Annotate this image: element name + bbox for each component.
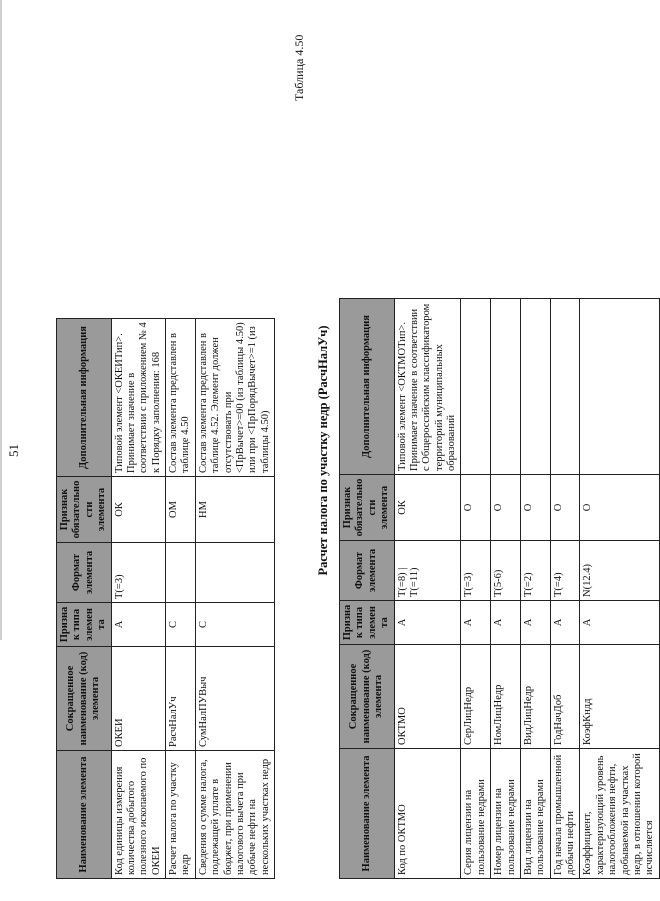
table-number-label: Таблица 4.50 [292, 34, 306, 101]
cell-code: КоэфКндд [580, 645, 659, 749]
cell-format: T(=4) [550, 541, 580, 601]
header-name: Наименование элемента [57, 751, 112, 879]
cell-format: T(=3) [461, 541, 491, 601]
cell-required: О [520, 475, 550, 541]
cell-format: T(=8) | T(=11) [394, 541, 461, 601]
header-info: Дополнительная информация [57, 319, 112, 477]
table-continuation [56, 318, 275, 879]
cell-required: О [580, 475, 659, 541]
table-header-row [340, 299, 395, 879]
cell-format: N(12.4) [580, 541, 659, 601]
cell-name: Код по ОКТМО [394, 749, 461, 879]
cell-format: T(=2) [520, 541, 550, 601]
header-required: Признак обязательности элемента [340, 475, 395, 541]
header-type: Признак типа элемента [340, 601, 395, 645]
cell-code: ВидЛицНедр [520, 645, 550, 749]
cell-info: Типовой элемент <ОКТМОТип>. Принимает значение в соответствии с Общероссийским классификатором территорий муниципальных образований [394, 299, 461, 475]
cell-name: Год начала промышленной добычи нефти [550, 749, 580, 879]
cell-required: О [491, 475, 521, 541]
cell-code: ГодНачДоб [550, 645, 580, 749]
table-title: Расчет налога по участку недр (РасчНалУч) [316, 325, 330, 576]
cell-info [461, 299, 491, 475]
cell-info [550, 299, 580, 475]
table-row [111, 319, 166, 879]
header-format: Формат элемента [340, 541, 395, 601]
cell-format: T(=3) [111, 543, 166, 603]
cell-type: С [166, 603, 196, 647]
cell-required: О [461, 475, 491, 541]
cell-info: Состав элемента представлен в таблице 4.52. Элемент должен отсутствовать при <ПрВычет>=00 (из таблицы 4.50) или при <ПрПорядВычет>=1 (из таблицы 4.50) [195, 319, 274, 477]
cell-name: Коэффициент, характеризующий уровень налогообложения нефти, добываемой на участках недр, в отношении которой исчисляется [580, 749, 659, 879]
table-row [394, 299, 461, 879]
table-row [580, 299, 659, 879]
cell-required: НМ [195, 477, 274, 543]
cell-format [166, 543, 196, 603]
cell-name: Расчет налога по участку недр [166, 751, 196, 879]
header-name: Наименование элемента [340, 749, 395, 879]
cell-required: О [550, 475, 580, 541]
header-required: Признак обязательности элемента [57, 477, 112, 543]
cell-type: А [491, 601, 521, 645]
cell-type: А [550, 601, 580, 645]
cell-required: ОК [394, 475, 461, 541]
page-number: 51 [6, 444, 21, 457]
cell-name: Код единицы измерения количества добытого полезного ископаемого по ОКЕИ [111, 751, 166, 879]
table-row [491, 299, 521, 879]
cell-type: А [394, 601, 461, 645]
cell-type: А [461, 601, 491, 645]
cell-code: РасчНалУч [166, 647, 196, 751]
cell-info: Состав элемента представлен в таблице 4.50 [166, 319, 196, 477]
cell-required: ОК [111, 477, 166, 543]
cell-type: С [195, 603, 274, 647]
cell-name: Вид лицензии на пользование недрами [520, 749, 550, 879]
cell-format [195, 543, 274, 603]
header-format: Формат элемента [57, 543, 112, 603]
cell-name: Сведения о сумме налога, подлежащей уплате в бюджет, при применении налогового вычета при добыче нефти на нескольких участках недр [195, 751, 274, 879]
cell-code: СерЛицНедр [461, 645, 491, 749]
cell-name: Номер лицензии на пользование недрами [491, 749, 521, 879]
table-header-row [57, 319, 112, 879]
table-row [520, 299, 550, 879]
cell-name: Серия лицензии на пользование недрами [461, 749, 491, 879]
cell-format: T(5-6) [491, 541, 521, 601]
cell-info [491, 299, 521, 475]
cell-info: Типовой элемент <ОКЕИТип>. Принимает значение в соответствии с приложением № 4 к Порядку заполнения: 168 [111, 319, 166, 477]
cell-required: ОМ [166, 477, 196, 543]
header-code: Сокращенное наименование (код) элемента [57, 647, 112, 751]
table-row [166, 319, 196, 879]
header-code: Сокращенное наименование (код) элемента [340, 645, 395, 749]
header-type: Признак типа элемента [57, 603, 112, 647]
header-info: Дополнительная информация [340, 299, 395, 475]
table-row [461, 299, 491, 879]
cell-info [580, 299, 659, 475]
cell-code: НомЛицНедр [491, 645, 521, 749]
table-row [195, 319, 274, 879]
cell-type: А [111, 603, 166, 647]
table-4-50 [339, 298, 660, 879]
cell-info [520, 299, 550, 475]
table-row [550, 299, 580, 879]
cell-type: А [580, 601, 659, 645]
cell-code: ОКЕИ [111, 647, 166, 751]
cell-code: ОКТМО [394, 645, 461, 749]
cell-type: А [520, 601, 550, 645]
cell-code: СумНалПУВыч [195, 647, 274, 751]
